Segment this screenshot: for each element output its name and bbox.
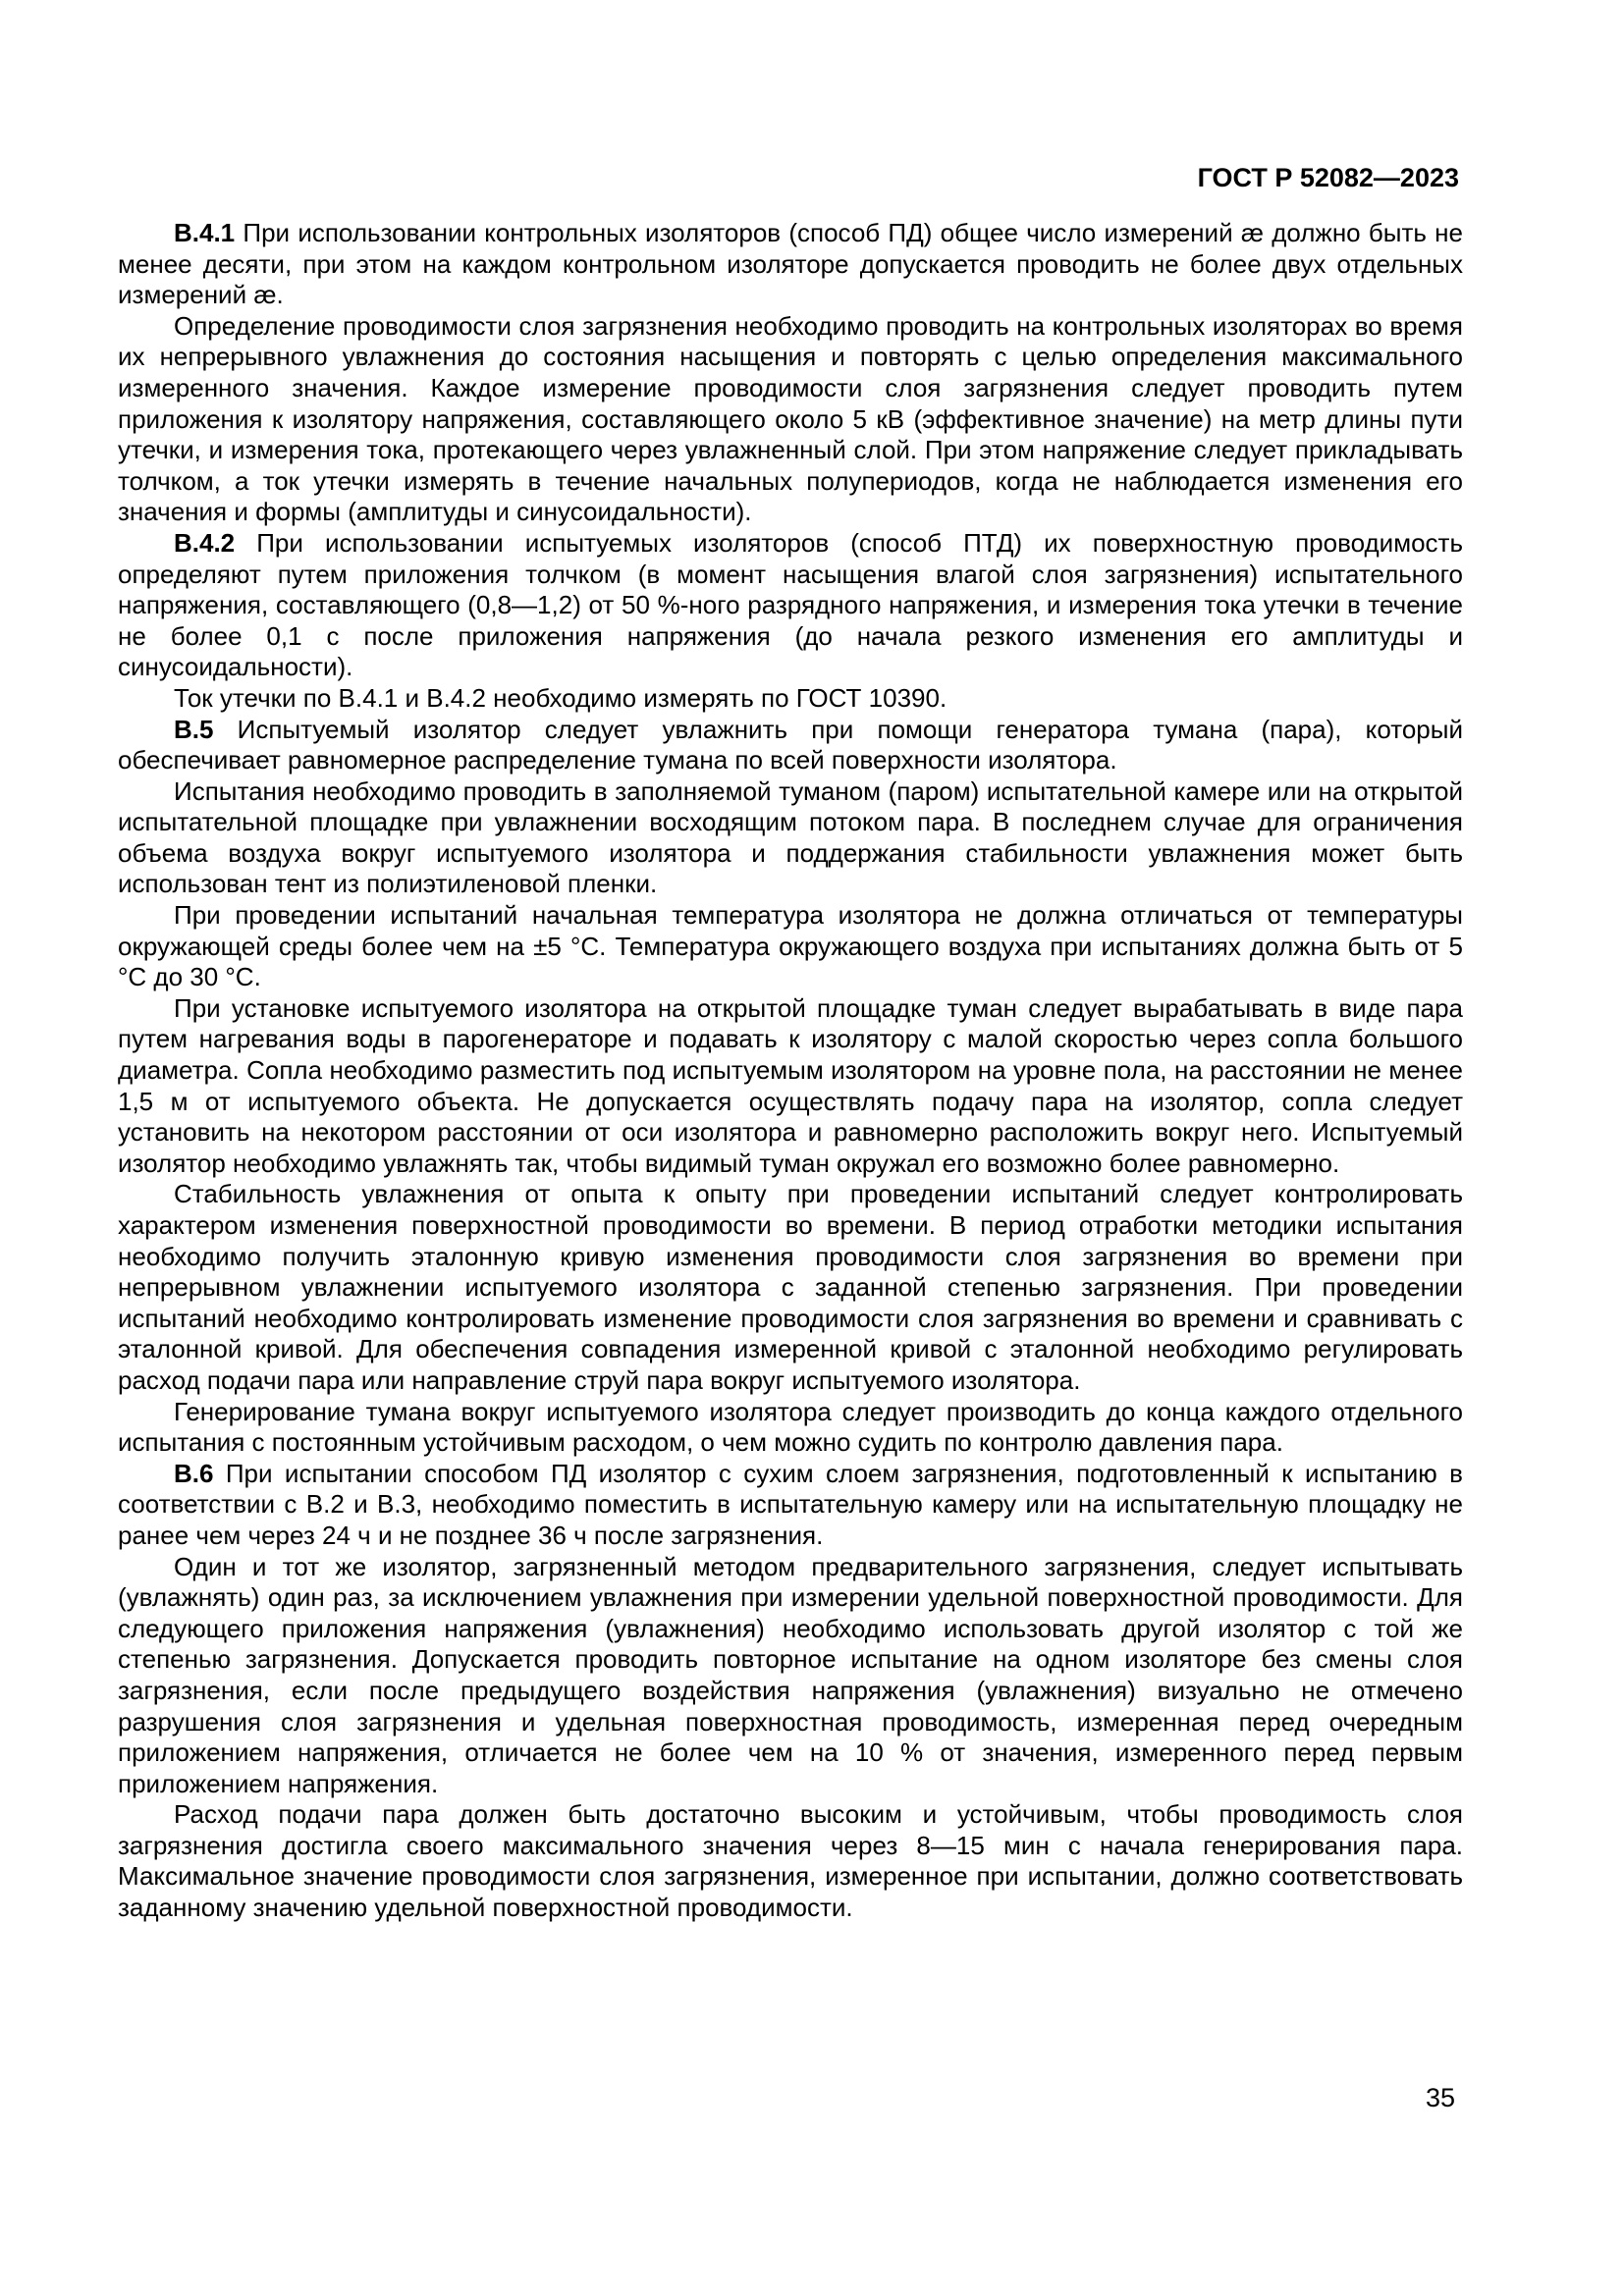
paragraph: [118, 1459, 1463, 1552]
paragraph: [118, 1799, 1463, 1923]
paragraph: [118, 311, 1463, 528]
paragraph-text: При установке испытуемого изолятора на открытой площадке туман следует вырабатывать в виде пара путем нагревания воды в парогенераторе и подавать к изолятору с малой скоростью через сопла большого диаметра. Сопла необходимо разместить под испытуемым изолятором на уровне пола, на расстоянии не менее 1,5 м от испытуемого объекта. Не допускается осуществлять подачу пара на изолятор, сопла следует установить на некотором расстоянии от оси изолятора и равномерно расположить вокруг него. Испытуемый изолятор необходимо увлажнять так, чтобы видимый туман окружал его возможно более равномерно.: [118, 992, 1463, 1178]
paragraph-text: Стабильность увлажнения от опыта к опыту при проведении испытаний следует контролировать характером изменения поверхностной проводимости во времени. В период отработки методики испытания необходимо получить эталонную кривую изменения проводимости слоя загрязнения во времени при непрерывном увлажнении испытуемого изолятора с заданной степенью загрязнения. При проведении испытаний необходимо контролировать изменение проводимости слоя загрязнения во времени и сравнивать с эталонной кривой. Для обеспечения совпадения измеренной кривой с эталонной необходимо регулировать расход подачи пара или направление струй пара вокруг испытуемого изолятора.: [118, 1179, 1463, 1395]
paragraph-text: Испытания необходимо проводить в заполняемой туманом (паром) испытательной камере или на открытой испытательной площадке при увлажнении восходящим потоком пара. В последнем случае для ограничения объема воздуха вокруг испытуемого изолятора и поддержания стабильности увлажнения может быть использован тент из полиэтиленовой пленки.: [118, 775, 1463, 899]
paragraph-text: Испытуемый изолятор следует увлажнить при помощи генератора тумана (пара), который обеспечивает равномерное распределение тумана по всей поверхности изолятора.: [118, 714, 1463, 775]
page-number: 35: [1425, 2083, 1455, 2112]
paragraph-text: Определение проводимости слоя загрязнения необходимо проводить на контрольных изоляторах во время их непрерывного увлажнения до состояния насыщения и повторять с целью определения максимального измеренного значения. Каждое измерение проводимости слоя загрязнения следует проводить путем приложения к изолятору напряжения, составляющего около 5 кВ (эффективное значение) на метр длины пути утечки, и измерения тока, протекающего через увлажненный слой. При этом напряжение следует прикладывать толчком, а ток утечки измерять в течение начальных полупериодов, когда не наблюдается изменения его значения и формы (амплитуды и синусоидальности).: [118, 310, 1463, 527]
paragraph-text: Ток утечки по В.4.1 и В.4.2 необходимо измерять по ГОСТ 10390.: [174, 682, 947, 713]
paragraph: [118, 528, 1463, 683]
paragraph: [118, 1397, 1463, 1459]
paragraph-text: Расход подачи пара должен быть достаточно высоким и устойчивым, чтобы проводимость слоя загрязнения достигла своего максимального значения через 8—15 мин с начала генерирования пара. Максимальное значение проводимости слоя загрязнения, измеренное при испытании, должно соответствовать заданному значению удельной поверхностной проводимости.: [118, 1799, 1463, 1923]
paragraph-text: При использовании испытуемых изоляторов (способ ПТД) их поверхностную проводимость определяют путем приложения толчком (в момент насыщения влагой слоя загрязнения) испытательного напряжения, составляющего (0,8—1,2) от 50 %-ного разрядного напряжения, и измерения тока утечки в течение не более 0,1 с после приложения напряжения (до начала резкого изменения его амплитуды и синусоидальности).: [118, 527, 1463, 682]
clause-number: В.6: [174, 1458, 214, 1488]
paragraph: [118, 993, 1463, 1180]
paragraph-text: При испытании способом ПД изолятор с сухим слоем загрязнения, подготовленный к испытанию в соответствии с В.2 и В.3, необходимо поместить в испытательную камеру или на испытательную площадку не ранее чем через 24 ч и не позднее 36 ч после загрязнения.: [118, 1458, 1463, 1550]
paragraph-text: Один и тот же изолятор, загрязненный методом предварительного загрязнения, следует испытывать (увлажнять) один раз, за исключением увлажнения при измерении удельной поверхностной проводимости. Для следующего приложения напряжения (увлажнения) необходимо использовать другой изолятор с той же степенью загрязнения. Допускается проводить повторное испытание на одном изоляторе без смены слоя загрязнения, если после предыдущего воздействия напряжения (увлажнения) визуально не отмечено разрушения слоя загрязнения и удельная поверхностная проводимость, измеренная перед очередным приложением напряжения, отличается не более чем на 10 % от значения, измеренного перед первым приложением напряжения.: [118, 1551, 1463, 1798]
paragraph: [118, 683, 1463, 715]
clause-number: В.4.1: [174, 218, 236, 247]
paragraph-text: При проведении испытаний начальная температура изолятора не должна отличаться от температуры окружающей среды более чем на ±5 °С. Температура окружающего воздуха при испытаниях должна быть от 5 °С до 30 °С.: [118, 900, 1463, 992]
paragraph: [118, 715, 1463, 776]
document-body: [118, 218, 1463, 1924]
paragraph: [118, 218, 1463, 311]
clause-number: В.4.2: [174, 527, 236, 558]
paragraph: [118, 776, 1463, 900]
clause-number: В.5: [174, 714, 214, 744]
paragraph: [118, 1179, 1463, 1396]
document-code-header: ГОСТ Р 52082—2023: [1197, 163, 1459, 192]
paragraph-text: Генерирование тумана вокруг испытуемого изолятора следует производить до конца каждого отдельного испытания с постоянным устойчивым расходом, о чем можно судить по контролю давления пара.: [118, 1396, 1463, 1458]
paragraph: [118, 900, 1463, 993]
paragraph-text: При использовании контрольных изоляторов (способ ПД) общее число измерений æ должно быть не менее десяти, при этом на каждом контрольном изоляторе допускается проводить не более двух отдельных измерений æ.: [118, 218, 1463, 310]
paragraph: [118, 1552, 1463, 1800]
